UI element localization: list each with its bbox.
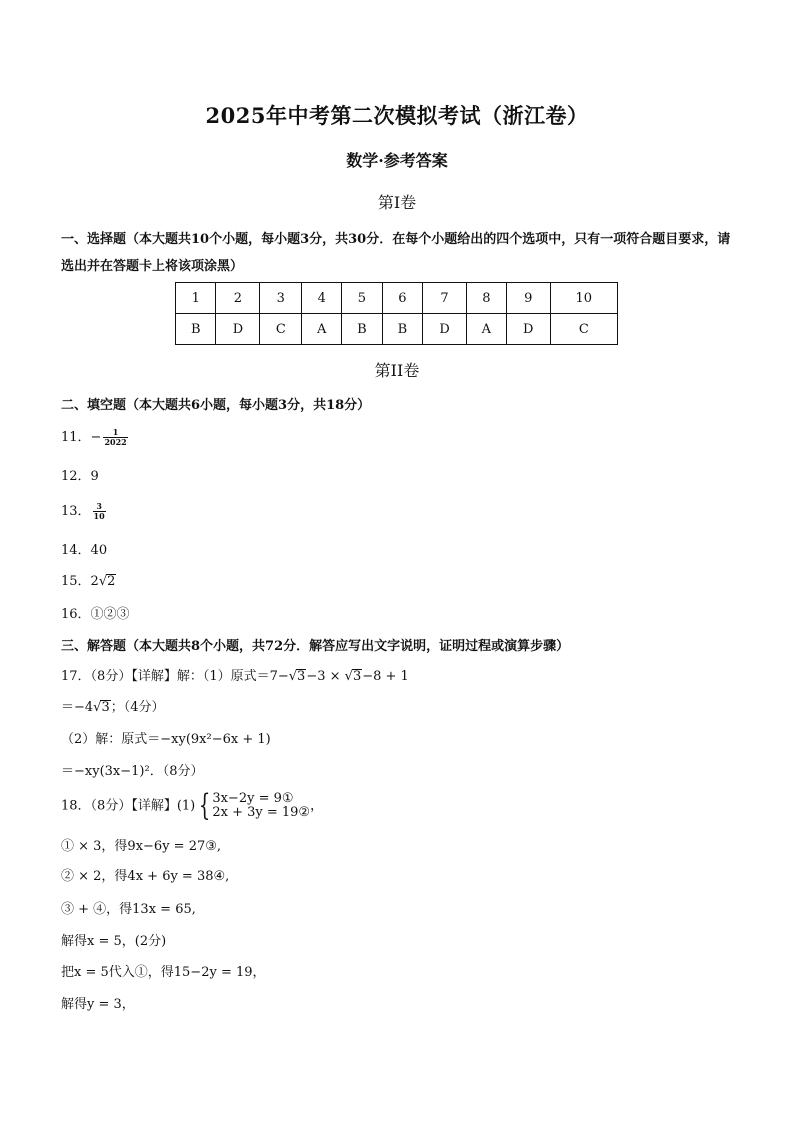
answer-cell: D <box>216 314 260 345</box>
answer-14-label: 14． <box>61 543 91 558</box>
question-number-cell: 9 <box>506 283 550 314</box>
q17-line-1 <box>61 667 409 687</box>
equation-system-brace: { <box>199 788 211 823</box>
answer-cell: B <box>382 314 422 345</box>
q18-equation-2: 2x + 3y = 19② <box>212 805 311 820</box>
volume-1-heading: 第Ⅰ卷 <box>377 193 417 212</box>
volume-2-heading: 第II卷 <box>374 361 420 380</box>
answer-table <box>175 282 618 345</box>
answer-cell: A <box>302 314 342 345</box>
q18-step-5: 把x = 5代入①，得15−2y = 19， <box>61 965 266 980</box>
answer-16-value: ①②③ <box>90 607 130 622</box>
answer-cell: C <box>260 314 302 345</box>
q18-label: 18．（8分）【详解】(1) <box>61 798 196 814</box>
q18-step-1: ① × 3，得9x−6y = 27③, <box>61 839 222 854</box>
answer-14-value: 40 <box>90 543 108 558</box>
answer-13-numerator: 3 <box>96 501 102 511</box>
answer-15-coefficient: 2 <box>90 574 99 589</box>
answer-12-value: 9 <box>90 469 99 484</box>
answer-11-denominator: 2022 <box>104 437 127 447</box>
question-number-cell: 4 <box>302 283 342 314</box>
answer-12 <box>61 467 99 487</box>
q17-line-1-text-c: −8 + 1 <box>362 669 409 684</box>
answer-13-fraction <box>93 502 106 521</box>
q18-trailing-comma: ， <box>310 798 324 814</box>
question-number-cell: 7 <box>423 283 467 314</box>
answer-cell: C <box>550 314 617 345</box>
q18-step-3: ③ + ④，得13x = 65, <box>61 902 196 917</box>
answer-14 <box>61 541 107 561</box>
sqrt-symbol: √ <box>344 669 353 684</box>
question-number-cell: 2 <box>216 283 260 314</box>
answer-16-label: 16． <box>61 607 91 622</box>
answer-15 <box>61 572 116 592</box>
answer-table-number-row <box>176 283 618 314</box>
answer-cell: B <box>176 314 216 345</box>
q18-equation-1: 3x−2y = 9① <box>212 791 294 806</box>
question-number-cell: 3 <box>260 283 302 314</box>
q17-radicand-1: 3 <box>297 669 306 684</box>
question-number-cell: 5 <box>342 283 382 314</box>
section-3-heading: 三、解答题（本大题共8个小题，共72分．解答应写出文字说明，证明过程或演算步骤） <box>61 639 570 654</box>
answer-11-sign: − <box>90 430 102 445</box>
q17-line-2-text-b: ；（4分） <box>110 700 165 715</box>
answer-table-answer-row <box>176 314 618 345</box>
answer-16 <box>61 605 130 625</box>
answer-15-label: 15． <box>61 574 91 589</box>
q17-line-2-text-a: ＝−4 <box>61 700 94 715</box>
q18-step-2: ② × 2，得4x + 6y = 38④, <box>61 869 230 884</box>
sqrt-symbol: √ <box>288 669 298 684</box>
answer-cell: D <box>423 314 467 345</box>
page-title: 2025年中考第二次模拟考试（浙江卷） <box>205 103 589 128</box>
answer-11-label: 11． <box>61 430 91 445</box>
q17-line-1-text-a: 17．（8分）【详解】解：（1）原式＝7− <box>61 669 289 684</box>
q17-line-4: ＝−xy(3x−1)²．（8分） <box>61 764 204 779</box>
page-subtitle: 数学·参考答案 <box>346 151 448 170</box>
equation-system <box>212 792 310 820</box>
sqrt-symbol: √ <box>98 574 108 589</box>
section-1-heading: 一、选择题（本大题共10个小题，每小题3分，共30分．在每个小题给出的四个选项中，只有一项符合题目要求，请选出并在答题卡上将该项涂黑） <box>61 232 731 274</box>
answer-15-radicand: 2 <box>107 574 116 589</box>
section-2-heading: 二、填空题（本大题共6小题，每小题3分，共18分） <box>61 398 371 413</box>
sqrt-symbol: √ <box>93 700 102 715</box>
q17-radicand-3: 3 <box>101 700 110 715</box>
q17-line-1-text-b: −3 × <box>306 669 345 684</box>
answer-cell: A <box>466 314 506 345</box>
answer-11-numerator: 1 <box>112 427 119 437</box>
q18-step-4: 解得x = 5，(2分) <box>61 934 167 949</box>
answer-13 <box>61 502 106 522</box>
answer-11-fraction <box>103 428 127 447</box>
answer-13-denominator: 10 <box>93 511 105 521</box>
q17-line-3: （2）解：原式＝−xy(9x²−6x + 1) <box>61 732 271 747</box>
answer-11 <box>61 428 128 448</box>
question-number-cell: 10 <box>550 283 617 314</box>
question-number-cell: 1 <box>176 283 216 314</box>
answer-12-label: 12． <box>61 469 91 484</box>
question-number-cell: 8 <box>466 283 506 314</box>
q18-step-6: 解得y = 3， <box>61 997 135 1012</box>
answer-cell: D <box>506 314 550 345</box>
q17-radicand-2: 3 <box>352 669 362 684</box>
question-number-cell: 6 <box>382 283 422 314</box>
q18-line-1 <box>61 788 324 823</box>
answer-13-label: 13． <box>61 504 91 519</box>
q17-line-2 <box>61 698 165 718</box>
answer-cell: B <box>342 314 382 345</box>
